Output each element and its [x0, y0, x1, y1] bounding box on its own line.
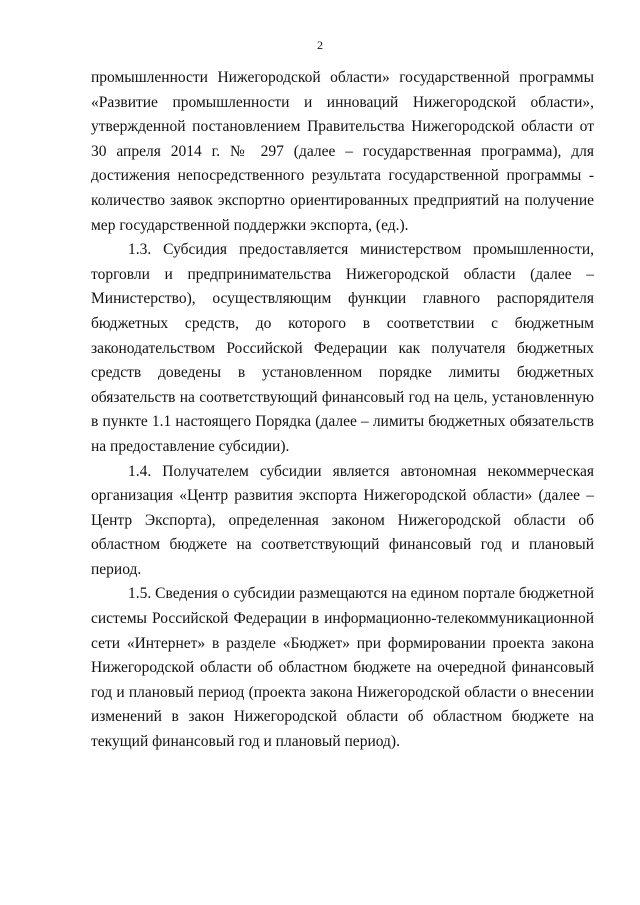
paragraph-1-5: 1.5. Сведения о субсидии размещаются на едином портале бюджетной системы Российской Федерации в информационно-телекоммуникационной сети «Интернет» в разделе «Бюджет» при формировании проекта закона Нижегородской области об областном бюджете на очередной финансовый год и плановый период (проекта закона Нижегородской области о внесении изменений в закон Нижегородской области об областном бюджете на текущий финансовый год и плановый период). [91, 585, 594, 751]
document-body [91, 66, 594, 755]
page-number: 2 [317, 38, 323, 52]
paragraph-1-3: 1.3. Субсидия предоставляется министерством промышленности, торговли и предпринимательства Нижегородской области (далее – Министерство), осуществляющим функции главного распорядителя бюджетных средств, до которого в соответствии с бюджетным законодательством Российской Федерации как получателя бюджетных средств доведены в установленном порядке лимиты бюджетных обязательств на соответствующий финансовый год на цель, установленную в пункте 1.1 настоящего Порядка (далее – лимиты бюджетных обязательств на предоставление субсидии). [91, 241, 594, 455]
paragraph-continuation: промышленности Нижегородской области» государственной программы «Развитие промышленности и инноваций Нижегородской области», утвержденной постановлением Правительства Нижегородской области от 30 апреля 2014 г. № 297 (далее – государственная программа), для достижения непосредственного результата государственной программы - количество заявок экспортно ориентированных предприятий на получение мер государственной поддержки экспорта, (ед.). [91, 69, 594, 234]
paragraph-1-4: 1.4. Получателем субсидии является автономная некоммерческая организация «Центр развития экспорта Нижегородской области» (далее – Центр Экспорта), определенная законом Нижегородской области об областном бюджете на соответствующий финансовый год и плановый период. [91, 462, 594, 578]
